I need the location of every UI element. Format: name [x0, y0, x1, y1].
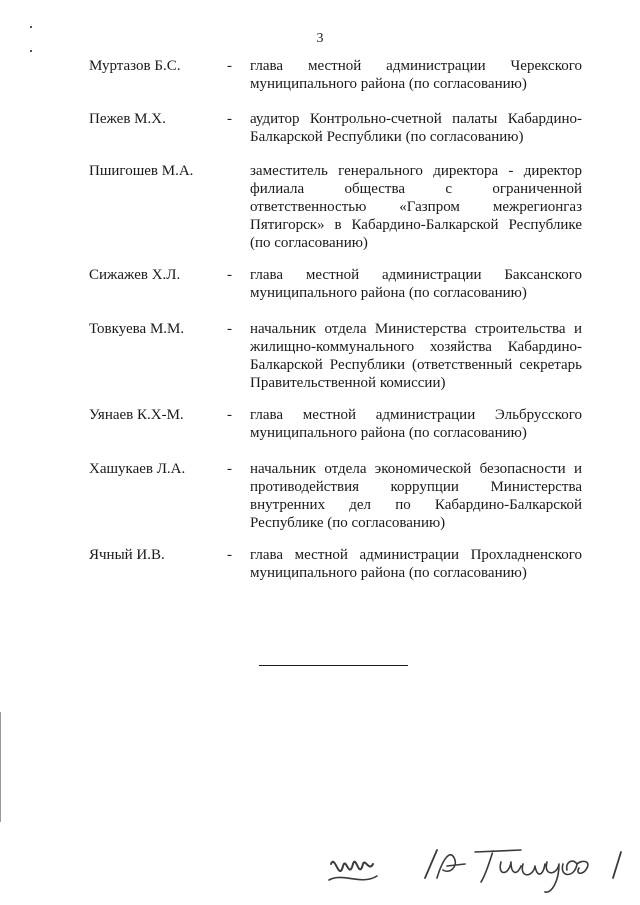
member-role	[250, 460, 582, 532]
scan-speck	[30, 50, 32, 52]
member-name: Муртазов Б.С.	[89, 58, 181, 74]
member-role-line: внутренних дел по Кабардино-Балкарской	[250, 497, 582, 513]
member-role-line: жилищно-коммунального хозяйства Кабардино-	[250, 339, 582, 355]
member-name: Товкуева М.М.	[89, 321, 185, 337]
member-role-line: глава местной администрации Прохладненского	[250, 547, 582, 563]
member-role-line: аудитор Контрольно-счетной палаты Кабардино-	[250, 111, 582, 127]
signature-initials	[331, 862, 373, 871]
scan-edge-mark	[0, 712, 1, 822]
signature-surname	[437, 850, 588, 892]
member-dash: -	[227, 547, 232, 563]
member-name: Пежев М.Х.	[89, 111, 166, 127]
member-role-line: муниципального района (по согласованию)	[250, 285, 527, 301]
member-dash: -	[227, 321, 232, 337]
signature	[325, 842, 625, 900]
member-dash: -	[227, 111, 232, 127]
signature-slash-end	[613, 852, 621, 878]
member-role-line: заместитель генерального директора - директор	[250, 163, 582, 179]
signature-slash	[425, 850, 437, 878]
member-role-line: Правительственной комиссии)	[250, 375, 446, 391]
signature-initials-underline	[329, 876, 377, 880]
member-role-line: муниципального района (по согласованию)	[250, 76, 527, 92]
member-name: Хашукаев Л.А.	[89, 461, 186, 477]
member-role	[250, 162, 582, 252]
member-role-line: глава местной администрации Баксанского	[250, 267, 582, 283]
scan-speck	[30, 26, 32, 28]
member-name: Ячный И.В.	[89, 547, 165, 563]
end-rule	[259, 665, 408, 666]
member-name: Уянаев К.Х-М.	[89, 407, 184, 423]
member-role-line: филиала общества с ограниченной	[250, 181, 582, 197]
member-role-line: муниципального района (по согласованию)	[250, 565, 527, 581]
member-dash: -	[227, 407, 232, 423]
member-role-line: противодействия коррупции Министерства	[250, 479, 582, 495]
member-role	[250, 57, 582, 93]
member-role-line: (по согласованию)	[250, 235, 368, 251]
member-role	[250, 546, 582, 582]
member-dash: -	[227, 58, 232, 74]
member-name: Пшигошев М.А.	[89, 163, 194, 179]
member-role-line: Пятигорск» в Кабардино-Балкарской Республике	[250, 217, 582, 233]
member-role-line: Балкарской Республики (ответственный секретарь	[250, 357, 582, 373]
member-role-line: глава местной администрации Эльбрусского	[250, 407, 582, 423]
member-role-line: начальник отдела Министерства строительства и	[250, 321, 582, 337]
member-role	[250, 320, 582, 392]
member-role	[250, 110, 582, 146]
member-role-line: Балкарской Республики (по согласованию)	[250, 129, 524, 145]
member-role-line: глава местной администрации Черекского	[250, 58, 582, 74]
page-number: 3	[316, 31, 324, 46]
member-role-line: ответственностью «Газпром межрегионгаз	[250, 199, 582, 215]
member-dash: -	[227, 461, 232, 477]
member-name: Сижажев Х.Л.	[89, 267, 181, 283]
member-dash: -	[227, 267, 232, 283]
member-role	[250, 406, 582, 442]
member-role-line: муниципального района (по согласованию)	[250, 425, 527, 441]
member-role-line: начальник отдела экономической безопасности и	[250, 461, 582, 477]
member-role-line: Республике (по согласованию)	[250, 515, 446, 531]
member-role	[250, 266, 582, 302]
